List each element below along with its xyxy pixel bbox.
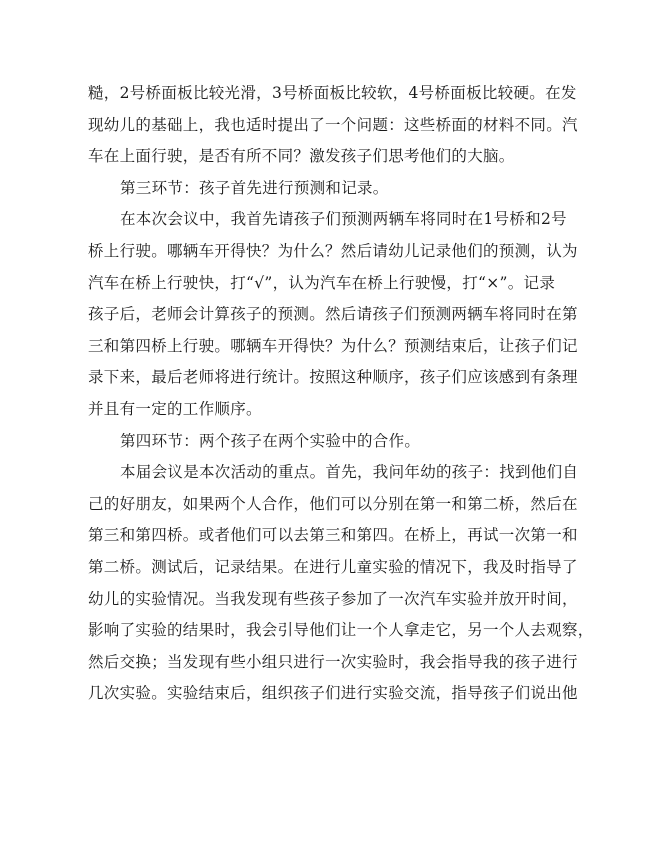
section-heading: 第三环节：孩子首先进行预测和记录。	[120, 178, 389, 197]
text-line: 三和第四桥上行驶。哪辆车开得快？为什么？预测结束后，让孩子们记	[88, 336, 578, 355]
text-line: 几次实验。实验结束后，组织孩子们进行实验交流，指导孩子们说出他	[88, 684, 578, 703]
text-line: 糙，2号桥面板比较光滑，3号桥面板比较软，4号桥面板比较硬。在发	[88, 84, 577, 102]
text-line: 影响了实验的结果时，我会引导他们让一个人拿走它，另一个人去观察，	[88, 621, 594, 640]
text-line: 车在上面行驶，是否有所不同？激发孩子们思考他们的大脑。	[88, 147, 515, 166]
text-line: 第二桥。测试后，记录结果。在进行儿童实验的情况下，我及时指导了	[88, 557, 578, 576]
section-heading: 第四环节：两个孩子在两个实验中的合作。	[120, 431, 421, 450]
text-line: 录下来，最后老师将进行统计。按照这种顺序，孩子们应该感到有条理	[88, 368, 578, 387]
text-line: 己的好朋友，如果两个人合作，他们可以分别在第一和第二桥，然后在	[88, 494, 578, 513]
text-line: 幼儿的实验情况。当我发现有些孩子参加了一次汽车实验并放开时间，	[88, 589, 578, 608]
text-line: 孩子后，老师会计算孩子的预测。然后请孩子们预测两辆车将同时在第	[88, 305, 578, 324]
text-line: 在本次会议中，我首先请孩子们预测两辆车将同时在1号桥和2号	[120, 210, 567, 229]
text-line: 本届会议是本次活动的重点。首先，我问年幼的孩子：找到他们自	[120, 463, 579, 482]
text-line: 现幼儿的基础上，我也适时提出了一个问题：这些桥面的材料不同。汽	[88, 115, 578, 134]
text-line: 桥上行驶。哪辆车开得快？为什么？然后请幼儿记录他们的预测，认为	[88, 241, 578, 260]
text-line: 并且有一定的工作顺序。	[88, 399, 262, 418]
text-line: 第三和第四桥。或者他们可以去第三和第四。在桥上，再试一次第一和	[88, 526, 578, 545]
body-text	[88, 78, 594, 710]
text-line: 然后交换；当发现有些小组只进行一次实验时，我会指导我的孩子进行	[88, 652, 578, 671]
text-line: 汽车在桥上行驶快，打“√”，认为汽车在桥上行驶慢，打“×”。记录	[88, 273, 556, 292]
